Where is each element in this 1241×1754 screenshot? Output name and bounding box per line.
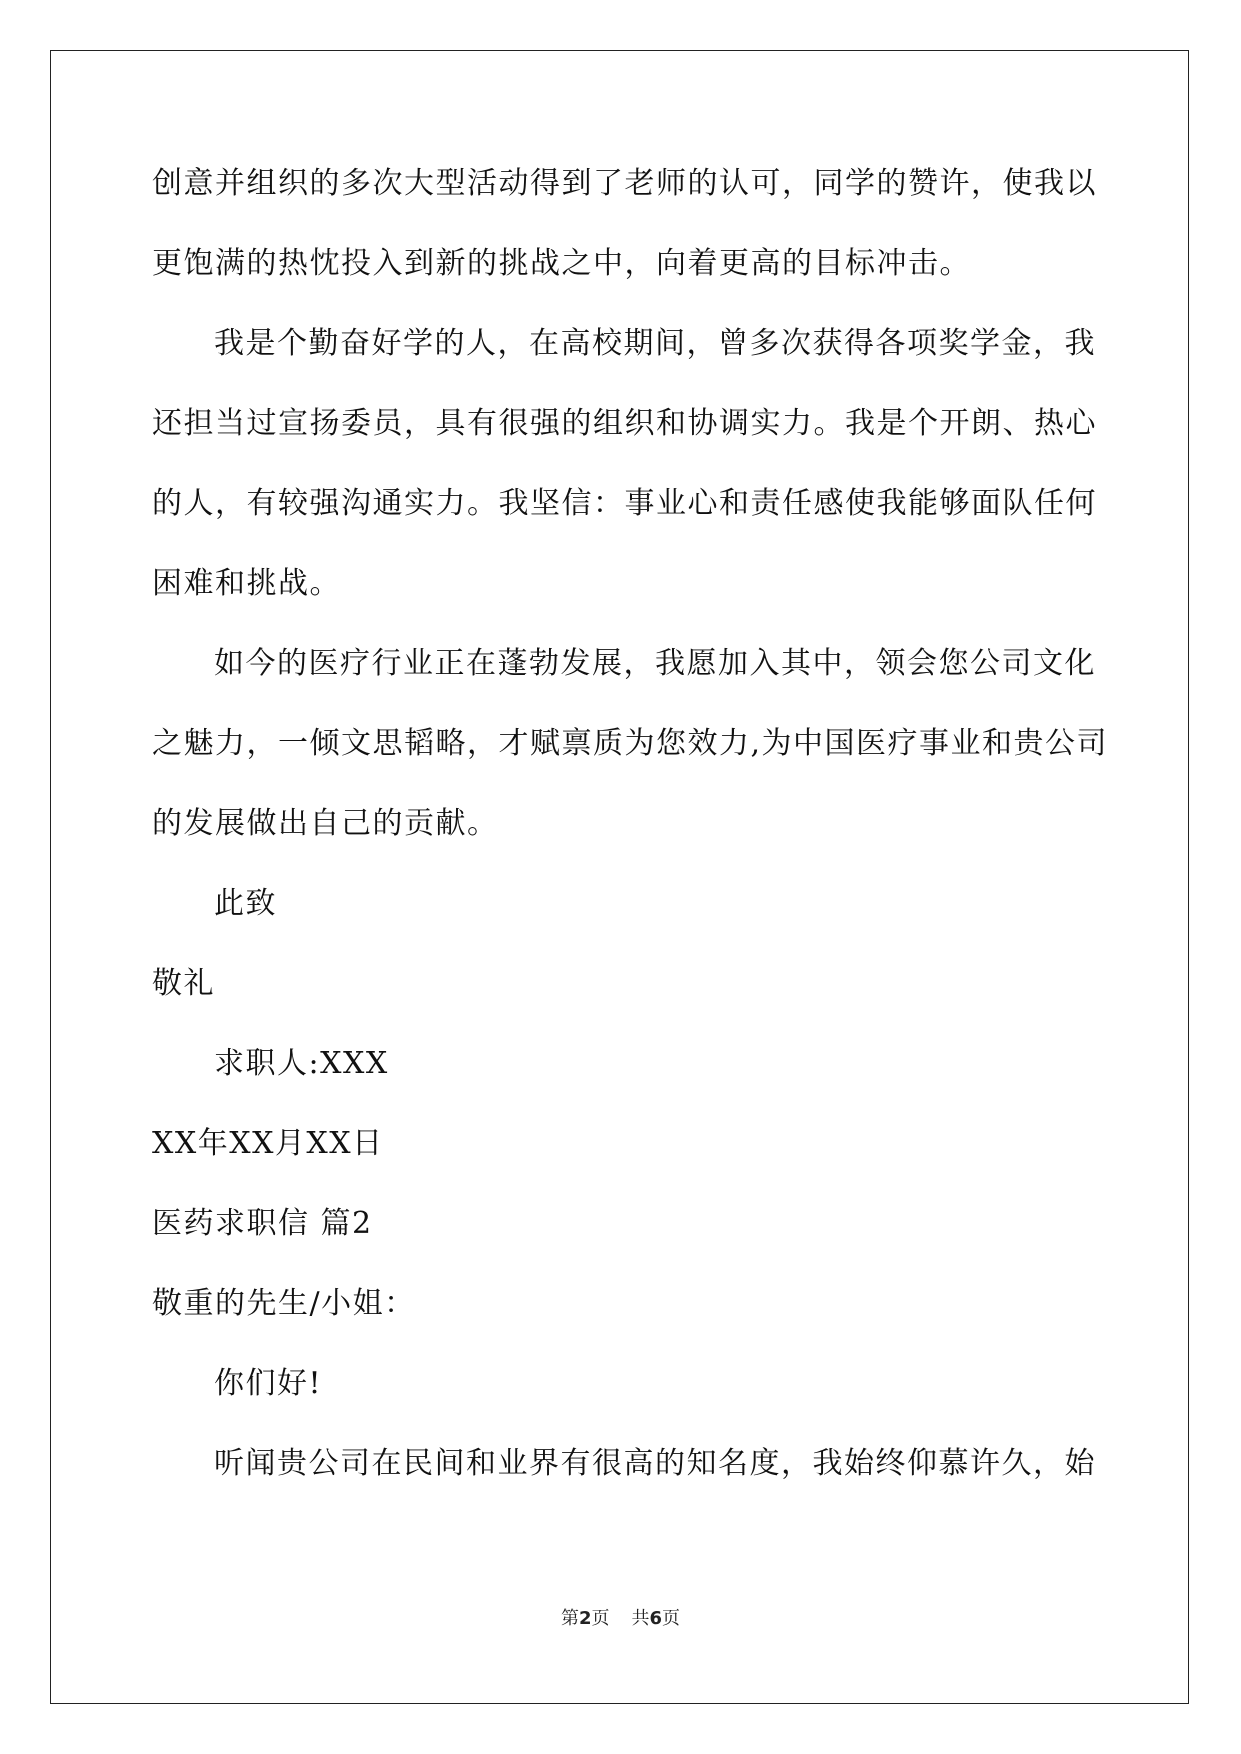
total-pages: 6 [649,1608,663,1629]
closing-phrase: 此致 [214,886,277,921]
closing-salutation: 敬礼 [152,966,215,1001]
paragraph-line: 的人，有较强沟通实力。我坚信：事业心和责任感使我能够面队任何 [152,486,1097,521]
page-number: 2 [578,1608,592,1629]
section-heading: 医药求职信 篇2 [152,1206,373,1241]
paragraph-line: 我是个勤奋好学的人，在高校期间，曾多次获得各项奖学金，我 [214,326,1096,361]
document-body [152,164,1109,1524]
page-prefix: 第 [560,1608,579,1629]
paragraph-line: 更饱满的热忱投入到新的挑战之中，向着更高的目标冲击。 [152,246,971,281]
paragraph-line: 听闻贵公司在民间和业界有很高的知名度，我始终仰慕许久，始 [214,1446,1096,1481]
paragraph-line: 创意并组织的多次大型活动得到了老师的认可，同学的赞许，使我以 [152,166,1097,201]
page-suffix: 页 [591,1608,610,1629]
total-suffix: 页 [662,1608,681,1629]
paragraph-line: 还担当过宣扬委员，具有很强的组织和协调实力。我是个开朗、热心 [152,406,1097,441]
total-prefix: 共 [631,1608,650,1629]
greeting-line: 你们好! [214,1366,323,1401]
paragraph-line: 困难和挑战。 [152,566,341,601]
paragraph-line: 如今的医疗行业正在蓬勃发展，我愿加入其中，领会您公司文化 [214,646,1096,681]
paragraph-line: 之魅力，一倾文思韬略，才赋禀质为您效力,为中国医疗事业和贵公司 [152,726,1109,761]
letter-date: XX年XX月XX日 [152,1126,384,1161]
paragraph-line: 的发展做出自己的贡献。 [152,806,499,841]
page-footer [0,1608,1241,1630]
letter-greeting: 敬重的先生/小姐： [152,1286,416,1321]
applicant-signature: 求职人:XXX [214,1046,389,1081]
